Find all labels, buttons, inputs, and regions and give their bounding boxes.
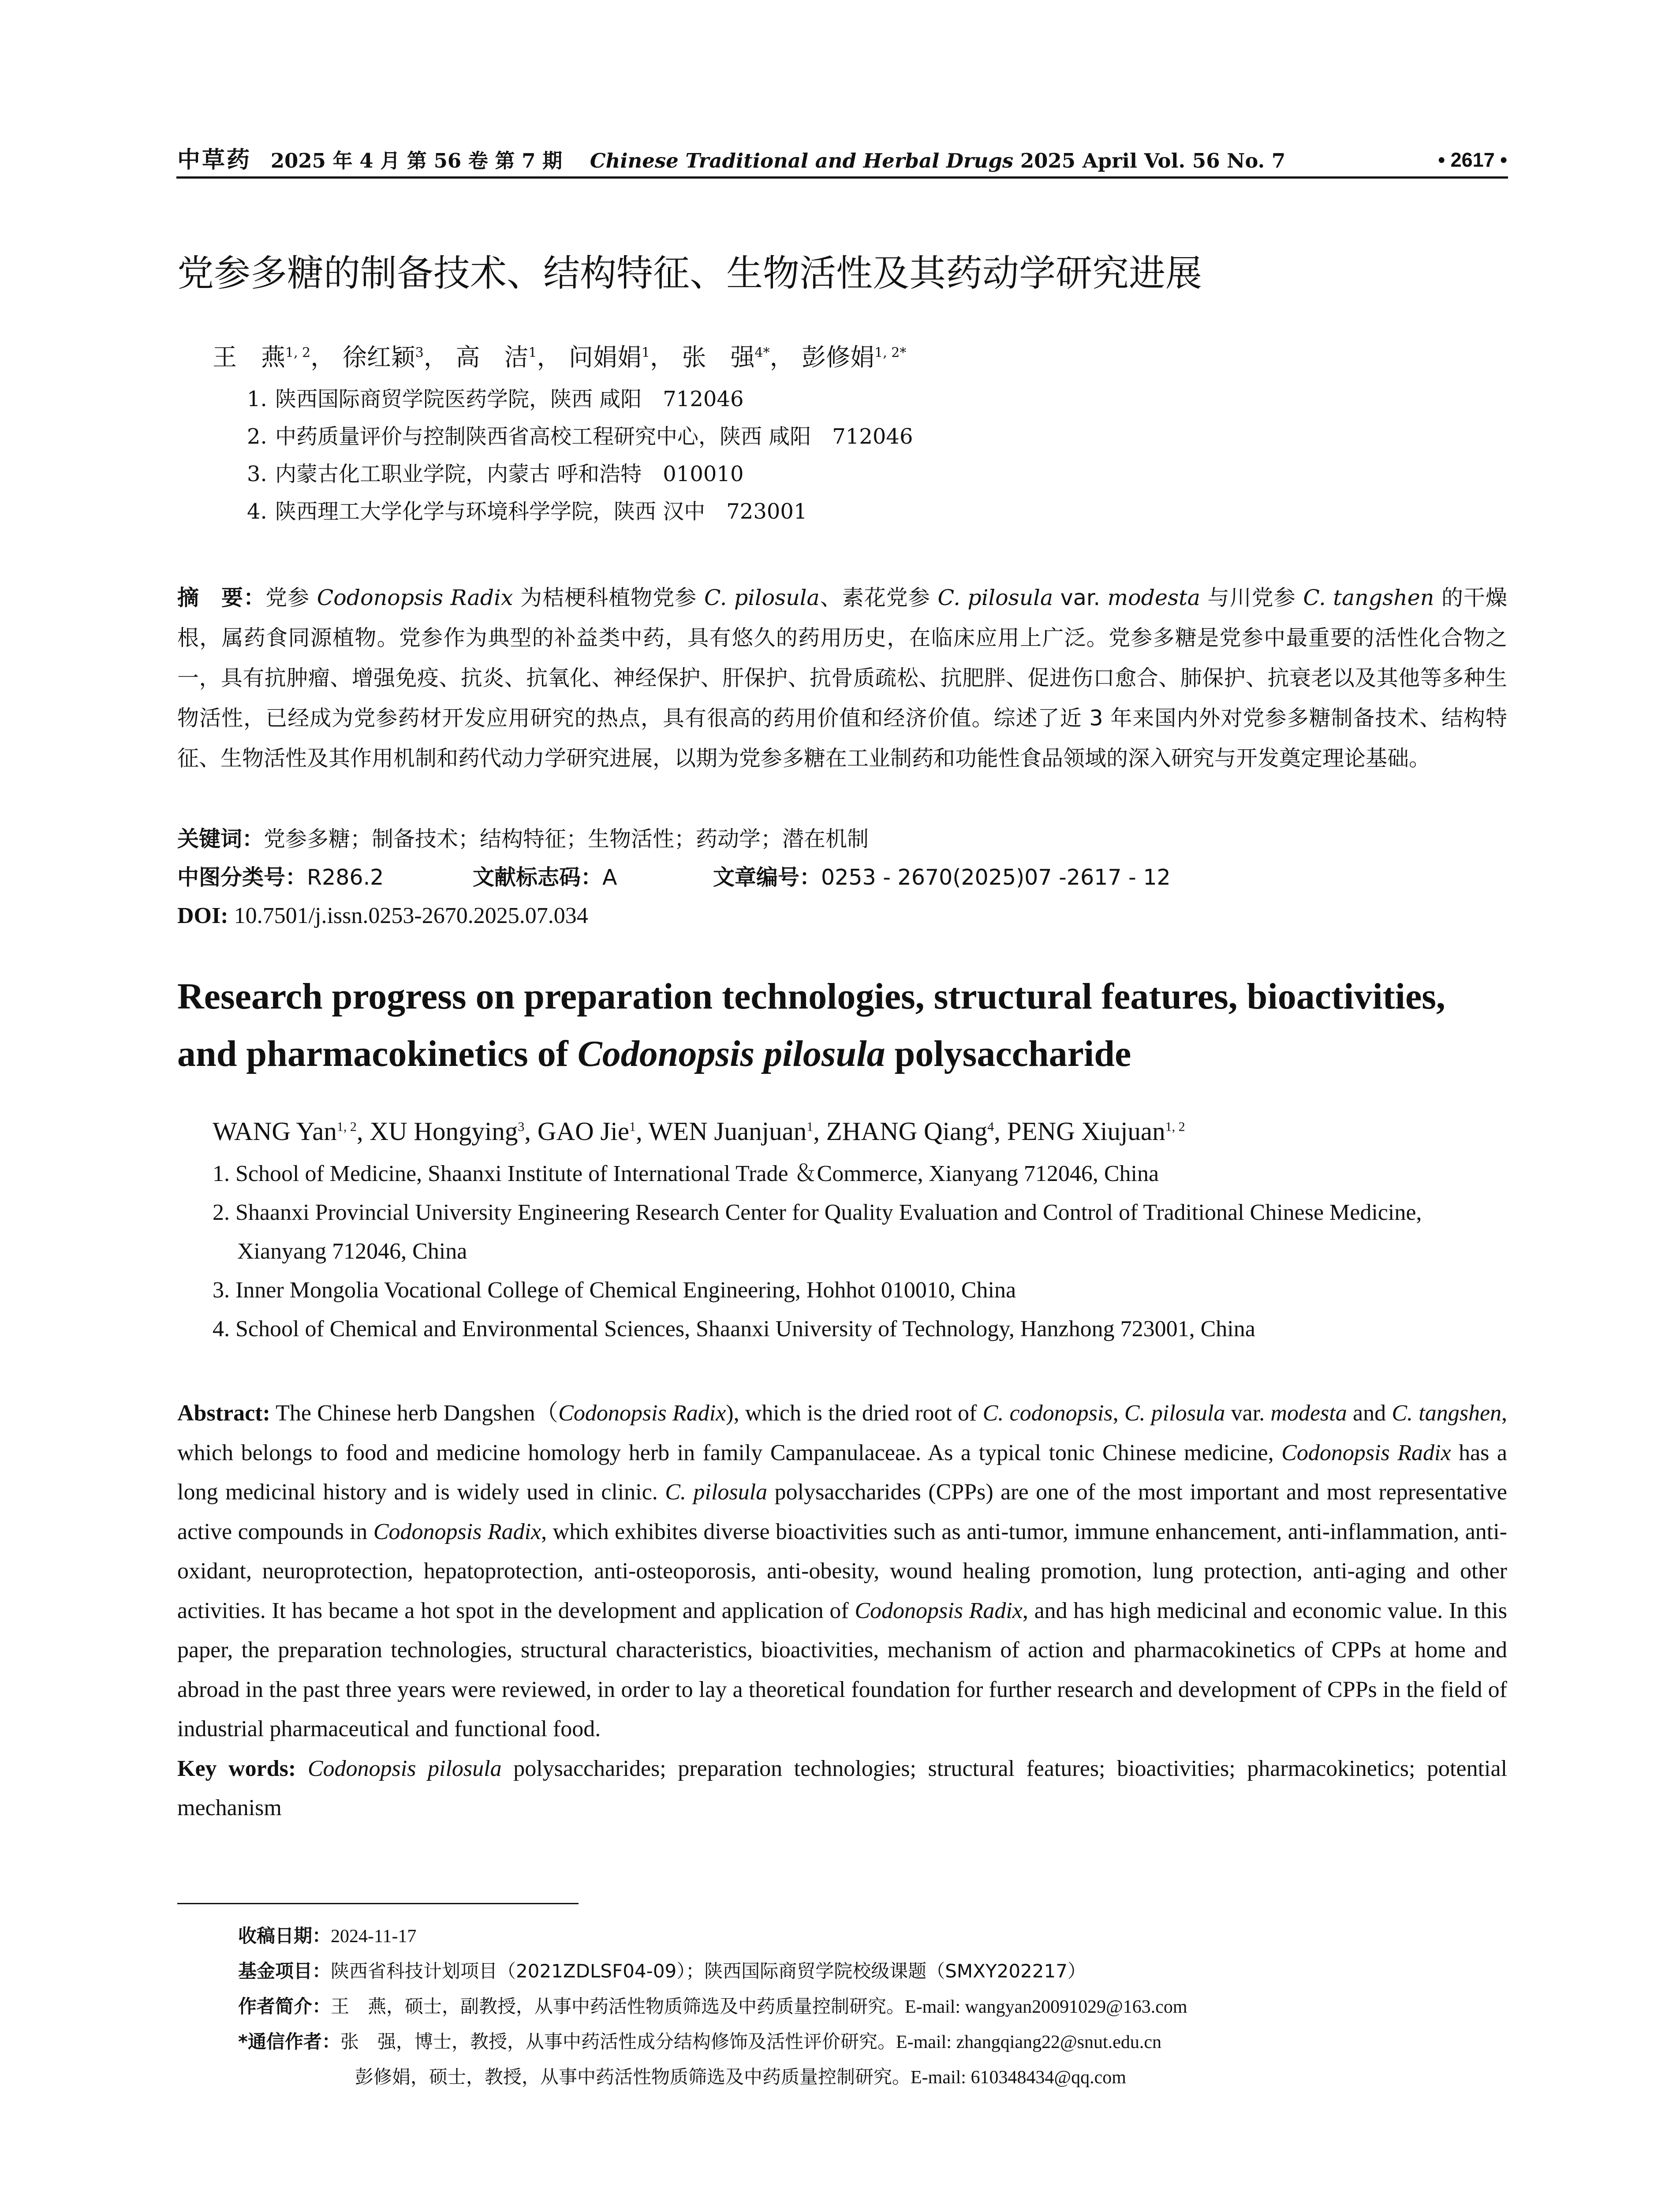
author-name: XU Hongying xyxy=(370,1117,518,1146)
abstract-en-label: Abstract: xyxy=(177,1401,270,1426)
issue-cn: 2025 年 4 月 第 56 卷 第 7 期 xyxy=(270,149,563,172)
doi-line xyxy=(177,898,588,934)
author-affil-sup: 1, 2 xyxy=(336,1119,357,1134)
author-affil-sup: 3 xyxy=(518,1119,525,1134)
affiliation-cn: 4. 陕西理工大学化学与环境科学学院，陕西 汉中 723001 xyxy=(247,499,807,524)
footnote-fund: 基金项目：陕西省科技计划项目（2021ZDLSF04-09）；陕西国际商贸学院校级课题（SMXY202217） xyxy=(238,1960,1086,1982)
author-affil-sup: 1 xyxy=(629,1119,636,1134)
doi-link[interactable]: 10.7501/j.issn.0253-2670.2025.07.034 xyxy=(234,903,588,928)
author-affil-sup: 1 xyxy=(806,1119,814,1134)
author-affil-sup: 3 xyxy=(415,345,424,361)
affiliation-cn: 3. 内蒙古化工职业学院，内蒙古 呼和浩特 010010 xyxy=(247,462,744,486)
author-email[interactable]: E-mail: wangyan20091029@163.com xyxy=(905,1997,1187,2017)
author-name: PENG Xiujuan xyxy=(1007,1117,1165,1146)
classification-line: 中图分类号：R286.2 文献标志码：A 文章编号：0253 - 2670(2025)07 -2617 - 12 xyxy=(177,865,1171,890)
affiliation-cn: 2. 中药质量评价与控制陕西省高校工程研究中心，陕西 咸阳 712046 xyxy=(247,424,913,449)
footnote-rule xyxy=(177,1903,579,1904)
corresponding-email[interactable]: E-mail: zhangqiang22@snut.edu.cn xyxy=(896,2032,1162,2052)
affiliation-cn: 1. 陕西国际商贸学院医药学院，陕西 咸阳 712046 xyxy=(247,387,744,411)
document-code: A xyxy=(602,865,617,890)
abstract-cn-label: 摘 要： xyxy=(177,585,266,610)
author-affil-sup: 4 xyxy=(987,1119,994,1134)
author-affil-sup: 1, 2* xyxy=(874,345,907,361)
journal-name-en: Chinese Traditional and Herbal Drugs xyxy=(590,149,1014,172)
abstract-en: Abstract: The Chinese herb Dangshen（Codonopsis Radix), which is the dried root of C. codonopsis, C. pilosula var. modesta and C. tangshen, which belongs to food and medicine homology herb in family Campanulaceae. As a typical tonic Chinese medicine, Codonopsis Radix has a long medicinal history and is widely used in clinic. C. pilosula polysaccharides (CPPs) are one of the most important and most representative active compounds in Codonopsis Radix, which exhibites diverse bioactivities such as anti-tumor, immune enhancement, anti-inflammation, anti-oxidant, neuroprotection, hepatoprotection, anti-osteoporosis, anti-obesity, wound healing promotion, lung protection, anti-aging and other activities. It has became a hot spot in the development and application of Codonopsis Radix, and has high medicinal and economic value. In this paper, the preparation technologies, structural characteristics, bioactivities, mechanism of action and pharmacokinetics of CPPs at home and abroad in the past three years were reviewed, in order to lay a theoretical foundation for further research and development of CPPs in the field of industrial pharmaceutical and functional food. Key words: Codonopsis pilosula polysaccharides; preparation technologies; structural features; bioactivities; pharmacokinetics; potential mechanism xyxy=(177,1401,1508,1820)
author-name: 王 燕 xyxy=(213,343,286,371)
author-name: 徐红颖 xyxy=(342,343,415,371)
author-name: 高 洁 xyxy=(455,343,529,371)
affiliation-en: 4. School of Chemical and Environmental Sciences, Shaanxi University of Technology, Hanzhong 723001, China xyxy=(213,1316,1255,1342)
title-cn: 党参多糖的制备技术、结构特征、生物活性及其药动学研究进展 xyxy=(177,252,1202,295)
author-affil-sup: 1 xyxy=(528,345,537,361)
article-number: 0253 - 2670(2025)07 -2617 - 12 xyxy=(821,865,1171,890)
footnote-received: 收稿日期：2024-11-17 xyxy=(238,1925,417,1947)
author-name: ZHANG Qiang xyxy=(826,1117,988,1146)
doi-label: DOI: xyxy=(177,903,228,928)
footnote-corresponding: *通信作者：张 强，博士，教授，从事中药活性成分结构修饰及活性评价研究。E-mail: zhangqiang22@snut.edu.cn xyxy=(238,2031,1162,2052)
header-rule xyxy=(176,176,1508,179)
running-header xyxy=(177,145,1507,176)
author-name: 彭修娟 xyxy=(802,343,875,371)
author-name: WEN Juanjuan xyxy=(648,1117,807,1146)
page-number: • 2617 • xyxy=(1438,149,1507,171)
author-affil-sup: 1, 2 xyxy=(1165,1119,1185,1134)
footnote-author-bio: 作者简介：王 燕，硕士，副教授，从事中药活性物质筛选及中药质量控制研究。E-mail: wangyan20091029@163.com xyxy=(238,1996,1187,2017)
footnote-corresponding-2: 彭修娟，硕士，教授，从事中药活性物质筛选及中药质量控制研究。E-mail: 610348434@qq.com xyxy=(355,2066,1126,2088)
affiliation-en: 1. School of Medicine, Shaanxi Institute of International Trade ＆Commerce, Xianyang 712046, China xyxy=(213,1161,1159,1186)
affiliations-en xyxy=(213,1155,1507,1349)
keywords-cn-label: 关键词： xyxy=(177,826,264,852)
affiliation-en: 2. Shaanxi Provincial University Engineering Research Center for Quality Evaluation and Control of Traditional Chinese Medicine, Xianyang 712046, China xyxy=(213,1200,1422,1264)
corresponding-email[interactable]: E-mail: 610348434@qq.com xyxy=(911,2067,1126,2088)
author-name: 问娟娟 xyxy=(568,343,642,371)
author-affil-sup: 1, 2 xyxy=(285,345,311,361)
author-affil-sup: 4* xyxy=(754,345,770,361)
title-en: Research progress on preparation technologies, structural features, bioactivities, and pharmacokinetics of Codonopsis pilosula polysaccharide xyxy=(177,976,1445,1074)
keywords-cn: 关键词：党参多糖；制备技术；结构特征；生物活性；药动学；潜在机制 xyxy=(177,826,869,852)
keywords-en-label: Key words: xyxy=(177,1756,296,1781)
author-name: WANG Yan xyxy=(213,1117,337,1146)
authors-cn: 王 燕$^{1, 2}$， 徐红颖$^3$， 高 洁$^1$， 问娟娟$^1$， 张 强$^{4*}$， 彭修娟$^{1, 2*}$ xyxy=(213,343,907,371)
author-name: GAO Jie xyxy=(537,1117,630,1146)
issue-en: 2025 April Vol. 56 No. 7 xyxy=(1020,149,1286,172)
author-affil-sup: 1 xyxy=(641,345,650,361)
clc-number: R286.2 xyxy=(307,865,384,890)
author-name: 张 强 xyxy=(682,343,755,371)
abstract-cn: 摘 要：党参 Codonopsis Radix 为桔梗科植物党参 C. pilosula、素花党参 C. pilosula var. modesta 与川党参 C. tangshen 的干燥根，属药食同源植物。党参作为典型的补益类中药，具有悠久的药用历史，在临床应用上广泛。党参多糖是党参中最重要的活性化合物之一，具有抗肿瘤、增强免疫、抗炎、抗氧化、神经保护、肝保护、抗骨质疏松、抗肥胖、促进伤口愈合、肺保护、抗衰老以及其他等多种生物活性，已经成为党参药材开发应用研究的热点，具有很高的药用价值和经济价值。综述了近 3 年来国内外对党参多糖制备技术、结构特征、生物活性及其作用机制和药代动力学研究进展，以期为党参多糖在工业制药和功能性食品领域的深入研究与开发奠定理论基础。 xyxy=(177,585,1508,771)
journal-name-cn: 中草药 xyxy=(177,146,252,173)
keywords-en: polysaccharides; preparation technologies; structural features; bioactivities; pharmacokinetics; potential mechanism xyxy=(177,1756,1508,1820)
authors-en: WANG Yan$^{1, 2}$, XU Hongying$^3$, GAO Jie$^1$, WEN Juanjuan$^1$, ZHANG Qiang$^4$, PENG Xiujuan$^{1, 2}$ xyxy=(213,1117,1185,1146)
affiliation-en: 3. Inner Mongolia Vocational College of Chemical Engineering, Hohhot 010010, China xyxy=(213,1278,1016,1303)
